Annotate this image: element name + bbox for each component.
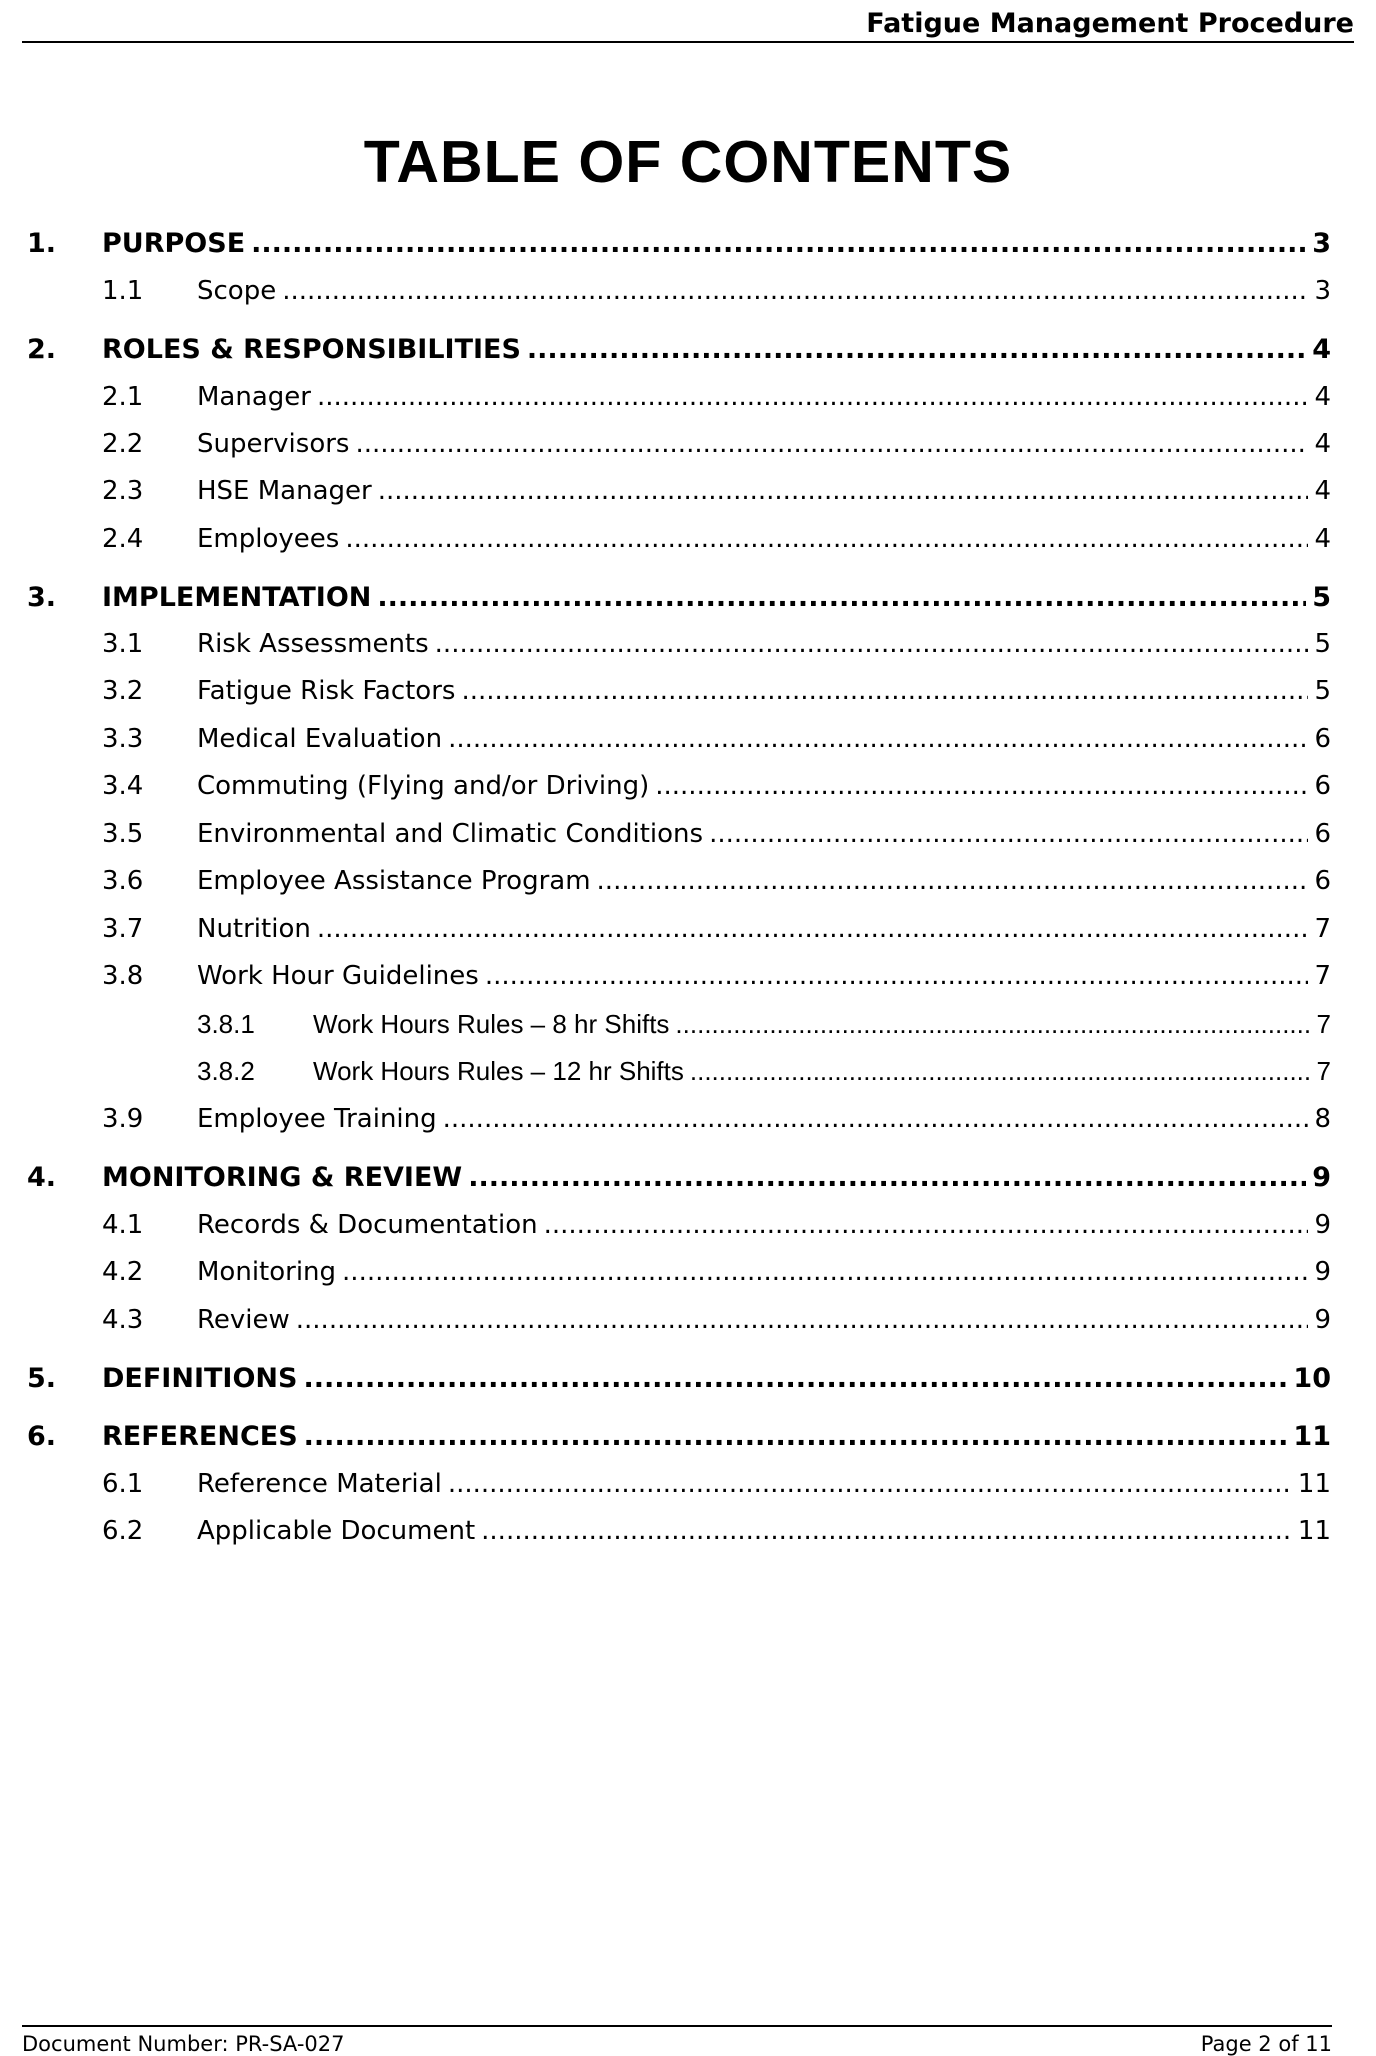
toc-dot-leader [296, 1305, 1309, 1335]
toc-entry-number: 4.1 [102, 1210, 144, 1240]
toc-entry-number: 3.6 [102, 866, 144, 896]
toc-entry-label: Work Hours Rules – 8 hr Shifts [313, 1009, 670, 1039]
toc-entry-page: 4 [1314, 524, 1331, 554]
toc-entry-page: 6 [1314, 819, 1331, 849]
toc-entry[interactable] [102, 429, 1331, 465]
toc-entry-page: 6 [1314, 724, 1331, 754]
toc-entry-number: 2.1 [102, 382, 144, 412]
toc-entry-label: Environmental and Climatic Conditions [197, 819, 704, 849]
toc-entry[interactable] [102, 276, 1331, 312]
toc-entry[interactable] [102, 676, 1331, 712]
toc-entry[interactable] [102, 1210, 1331, 1246]
toc-entry-page: 4 [1314, 382, 1331, 412]
toc-entry-label: Records & Documentation [197, 1210, 538, 1240]
toc-entry-label: DEFINITIONS [102, 1363, 298, 1394]
toc-entry-number: 3.3 [102, 724, 144, 754]
toc-entry[interactable] [102, 1305, 1331, 1341]
toc-dot-leader [544, 1210, 1309, 1240]
toc-entry-number: 3.5 [102, 819, 144, 849]
toc-entry-label: HSE Manager [197, 476, 372, 506]
toc-entry-label: PURPOSE [102, 228, 246, 259]
toc-entry-label: Applicable Document [197, 1516, 476, 1546]
toc-dot-leader [448, 724, 1308, 754]
toc-dot-leader [481, 1516, 1292, 1546]
toc-entry-label: Review [197, 1305, 290, 1335]
toc-dot-leader [709, 819, 1308, 849]
document-number: Document Number: PR-SA-027 [22, 2032, 345, 2056]
toc-entry[interactable] [102, 1104, 1331, 1140]
toc-entry[interactable] [102, 724, 1331, 760]
toc-dot-leader [597, 866, 1309, 896]
toc-entry-page: 11 [1297, 1516, 1331, 1546]
toc-entry[interactable] [102, 476, 1331, 512]
toc-dot-leader [435, 629, 1309, 659]
toc-entry[interactable] [102, 819, 1331, 855]
toc-entry-page: 10 [1293, 1363, 1331, 1394]
toc-entry-number: 6.1 [102, 1469, 144, 1499]
toc-heading: TABLE OF CONTENTS [363, 129, 1013, 195]
toc-entry-label: ROLES & RESPONSIBILITIES [102, 334, 521, 365]
toc-entry-page: 9 [1314, 1210, 1331, 1240]
toc-entry-label: Risk Assessments [197, 629, 429, 659]
toc-entry-label: Fatigue Risk Factors [197, 676, 456, 706]
toc-entry-page: 3 [1314, 276, 1331, 306]
toc-dot-leader [690, 1056, 1311, 1087]
toc-entry-label: Reference Material [197, 1469, 442, 1499]
toc-entry-number: 3.7 [102, 914, 144, 944]
toc-entry-page: 7 [1316, 1009, 1331, 1039]
toc-entry-number: 3.9 [102, 1104, 144, 1134]
toc-entry-number: 3.8 [102, 961, 144, 991]
toc-entry[interactable] [102, 629, 1331, 665]
toc-entry[interactable] [102, 1257, 1331, 1293]
toc-entry[interactable] [27, 582, 1331, 618]
toc-entry-page: 4 [1314, 429, 1331, 459]
toc-entry-label: Manager [197, 382, 311, 412]
toc-entry-label: Nutrition [197, 914, 311, 944]
toc-dot-leader [485, 961, 1309, 991]
toc-entry-number: 3.8.1 [197, 1009, 255, 1039]
toc-entry[interactable] [27, 1421, 1331, 1457]
toc-entry[interactable] [102, 771, 1331, 807]
toc-entry-page: 7 [1314, 961, 1331, 991]
toc-dot-leader [317, 382, 1308, 412]
toc-entry-number: 2.4 [102, 524, 144, 554]
toc-entry[interactable] [27, 1162, 1331, 1198]
toc-entry-page: 9 [1314, 1257, 1331, 1287]
toc-entry-page: 11 [1297, 1469, 1331, 1499]
toc-dot-leader [304, 1421, 1288, 1452]
toc-entry-page: 6 [1314, 866, 1331, 896]
toc-entry-label: Work Hour Guidelines [197, 961, 479, 991]
toc-entry-number: 3.4 [102, 771, 144, 801]
toc-dot-leader [378, 476, 1309, 506]
toc-entry[interactable] [102, 914, 1331, 950]
toc-entry-number: 6.2 [102, 1516, 144, 1546]
toc-entry-page: 5 [1314, 676, 1331, 706]
page-footer [22, 2025, 1332, 2056]
toc-entry-number: 1. [27, 228, 57, 259]
toc-entry-label: Commuting (Flying and/or Driving) [197, 771, 650, 801]
document-title: Fatigue Management Procedure [866, 8, 1354, 39]
toc-entry[interactable] [102, 524, 1331, 560]
toc-entry-label: Supervisors [197, 429, 350, 459]
toc-entry[interactable] [102, 1516, 1331, 1552]
toc-entry-page: 7 [1316, 1056, 1331, 1086]
toc-dot-leader [461, 676, 1308, 706]
toc-entry-label: Work Hours Rules – 12 hr Shifts [313, 1056, 684, 1086]
toc-entry-number: 3.2 [102, 676, 144, 706]
toc-entry-page: 11 [1293, 1421, 1331, 1452]
toc-dot-leader [251, 228, 1306, 259]
page-number: Page 2 of 11 [1200, 2032, 1332, 2056]
toc-entry[interactable] [27, 228, 1331, 264]
toc-entry[interactable] [197, 1009, 1331, 1045]
toc-entry-number: 5. [27, 1363, 57, 1394]
toc-dot-leader [303, 1363, 1287, 1394]
toc-entry-number: 6. [27, 1421, 57, 1452]
toc-dot-leader [448, 1469, 1292, 1499]
toc-entry-number: 2.2 [102, 429, 144, 459]
toc-entry-number: 3.8.2 [197, 1056, 255, 1086]
toc-entry-page: 7 [1314, 914, 1331, 944]
toc-entry-label: REFERENCES [102, 1421, 298, 1452]
toc-entry-page: 4 [1312, 334, 1331, 365]
toc-dot-leader [355, 429, 1308, 459]
toc-dot-leader [377, 582, 1306, 613]
toc-entry-number: 4.2 [102, 1257, 144, 1287]
toc-entry-number: 4. [27, 1162, 57, 1193]
toc-entry-number: 4.3 [102, 1305, 144, 1335]
toc-dot-leader [282, 276, 1308, 306]
toc-entry[interactable] [27, 1363, 1331, 1399]
toc-dot-leader [655, 771, 1308, 801]
toc-entry[interactable] [102, 961, 1331, 997]
toc-entry-page: 9 [1312, 1162, 1331, 1193]
toc-entry-number: 1.1 [102, 276, 144, 306]
toc-entry-number: 3.1 [102, 629, 144, 659]
toc-entry-label: IMPLEMENTATION [102, 582, 372, 613]
toc-dot-leader [675, 1009, 1310, 1040]
toc-entry-page: 5 [1314, 629, 1331, 659]
toc-entry-label: Employee Training [197, 1104, 437, 1134]
toc-dot-leader [527, 334, 1306, 365]
toc-dot-leader [468, 1162, 1306, 1193]
toc-entry-label: Employee Assistance Program [197, 866, 591, 896]
toc-entry-label: MONITORING & REVIEW [102, 1162, 463, 1193]
toc-entry-page: 4 [1314, 476, 1331, 506]
toc-dot-leader [443, 1104, 1309, 1134]
toc-entry-page: 5 [1312, 582, 1331, 613]
toc-entry-number: 3. [27, 582, 57, 613]
toc-entry-label: Employees [197, 524, 340, 554]
toc-entry[interactable] [102, 866, 1331, 902]
toc-entry-page: 6 [1314, 771, 1331, 801]
toc-entry-label: Monitoring [197, 1257, 337, 1287]
toc-entry-number: 2.3 [102, 476, 144, 506]
toc-entry-label: Scope [197, 276, 277, 306]
toc-dot-leader [317, 914, 1309, 944]
toc-entry-label: Medical Evaluation [197, 724, 443, 754]
toc-entry[interactable] [27, 334, 1331, 370]
toc-entry[interactable] [197, 1056, 1331, 1092]
toc-entry[interactable] [102, 1469, 1331, 1505]
toc-entry-page: 8 [1314, 1104, 1331, 1134]
toc-entry-number: 2. [27, 334, 57, 365]
toc-entry-page: 9 [1314, 1305, 1331, 1335]
toc-dot-leader [342, 1257, 1308, 1287]
toc-entry-page: 3 [1312, 228, 1331, 259]
toc-dot-leader [345, 524, 1308, 554]
toc-entry[interactable] [102, 382, 1331, 418]
